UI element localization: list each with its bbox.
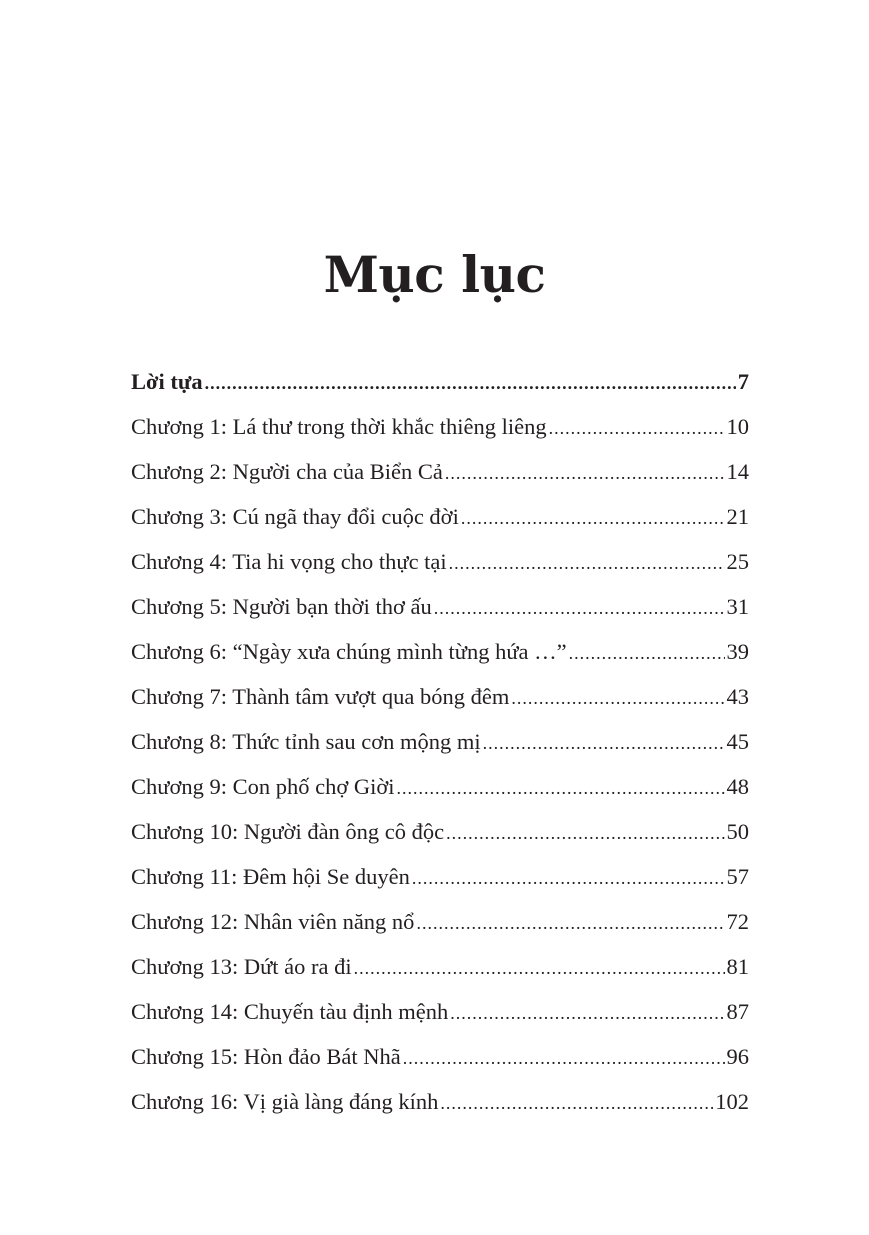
dot-leader xyxy=(440,1081,713,1126)
page-title: Mục lục xyxy=(323,245,546,304)
dot-leader xyxy=(416,901,724,946)
toc-entry-chapter-14[interactable] xyxy=(131,989,749,1034)
toc-entry-page-number: 57 xyxy=(726,864,749,889)
toc-entry-label: Chương 6: “Ngày xưa chúng mình từng hứa …” xyxy=(131,639,567,664)
dot-leader xyxy=(434,586,725,631)
toc-entry-label: Chương 5: Người bạn thời thơ ấu xyxy=(131,594,432,619)
dot-leader xyxy=(549,406,725,451)
toc-entry-label: Lời tựa xyxy=(131,369,203,394)
toc-entry-label: Chương 3: Cú ngã thay đổi cuộc đời xyxy=(131,504,459,529)
dot-leader xyxy=(446,811,724,856)
toc-entry-page-number: 43 xyxy=(726,684,749,709)
toc-entry-chapter-16[interactable] xyxy=(131,1079,749,1124)
toc-entry-page-number: 87 xyxy=(726,999,749,1024)
toc-entry-label: Chương 7: Thành tâm vượt qua bóng đêm xyxy=(131,684,510,709)
toc-entry-chapter-11[interactable] xyxy=(131,854,749,899)
toc-entry-label: Chương 15: Hòn đảo Bát Nhã xyxy=(131,1044,401,1069)
dot-leader xyxy=(354,946,725,991)
toc-entry-chapter-8[interactable] xyxy=(131,719,749,764)
toc-entry-chapter-3[interactable] xyxy=(131,494,749,539)
dot-leader xyxy=(445,451,725,496)
toc-entry-label: Chương 8: Thức tỉnh sau cơn mộng mị xyxy=(131,729,481,754)
toc-entry-page-number: 21 xyxy=(726,504,749,529)
toc-entry-page-number: 45 xyxy=(726,729,749,754)
toc-entry-page-number: 14 xyxy=(726,459,749,484)
toc-entry-label: Chương 11: Đêm hội Se duyên xyxy=(131,864,410,889)
toc-entry-chapter-6[interactable] xyxy=(131,629,749,674)
table-of-contents xyxy=(131,359,749,1124)
toc-entry-page-number: 81 xyxy=(726,954,749,979)
dot-leader xyxy=(449,541,725,586)
toc-entry-chapter-5[interactable] xyxy=(131,584,749,629)
dot-leader xyxy=(205,361,736,406)
toc-entry-chapter-4[interactable] xyxy=(131,539,749,584)
dot-leader xyxy=(569,631,725,676)
toc-entry-chapter-9[interactable] xyxy=(131,764,749,809)
toc-entry-label: Chương 16: Vị già làng đáng kính xyxy=(131,1089,439,1114)
dot-leader xyxy=(483,721,725,766)
toc-entry-label: Chương 10: Người đàn ông cô độc xyxy=(131,819,445,844)
toc-entry-page-number: 72 xyxy=(726,909,749,934)
dot-leader xyxy=(461,496,725,541)
toc-entry-preface[interactable] xyxy=(131,359,749,404)
toc-entry-label: Chương 4: Tia hi vọng cho thực tại xyxy=(131,549,447,574)
toc-entry-label: Chương 2: Người cha của Biển Cả xyxy=(131,459,443,484)
dot-leader xyxy=(397,766,725,811)
toc-entry-page-number: 25 xyxy=(726,549,749,574)
toc-entry-label: Chương 14: Chuyến tàu định mệnh xyxy=(131,999,449,1024)
dot-leader xyxy=(450,991,724,1036)
toc-entry-chapter-7[interactable] xyxy=(131,674,749,719)
toc-entry-page-number: 96 xyxy=(726,1044,749,1069)
dot-leader xyxy=(403,1036,725,1081)
toc-entry-page-number: 39 xyxy=(726,639,749,664)
toc-entry-page-number: 48 xyxy=(726,774,749,799)
toc-entry-label: Chương 13: Dứt áo ra đi xyxy=(131,954,352,979)
toc-entry-page-number: 10 xyxy=(726,414,749,439)
toc-entry-page-number: 7 xyxy=(737,369,749,394)
toc-entry-chapter-12[interactable] xyxy=(131,899,749,944)
toc-entry-page-number: 31 xyxy=(726,594,749,619)
toc-entry-chapter-1[interactable] xyxy=(131,404,749,449)
toc-entry-chapter-15[interactable] xyxy=(131,1034,749,1079)
dot-leader xyxy=(412,856,725,901)
toc-entry-label: Chương 9: Con phố chợ Giời xyxy=(131,774,395,799)
toc-entry-label: Chương 1: Lá thư trong thời khắc thiêng liêng xyxy=(131,414,547,439)
toc-entry-page-number: 50 xyxy=(726,819,749,844)
toc-entry-label: Chương 12: Nhân viên năng nổ xyxy=(131,909,415,934)
toc-entry-page-number: 102 xyxy=(715,1089,749,1114)
toc-entry-chapter-2[interactable] xyxy=(131,449,749,494)
dot-leader xyxy=(511,676,724,721)
toc-entry-chapter-13[interactable] xyxy=(131,944,749,989)
toc-entry-chapter-10[interactable] xyxy=(131,809,749,854)
